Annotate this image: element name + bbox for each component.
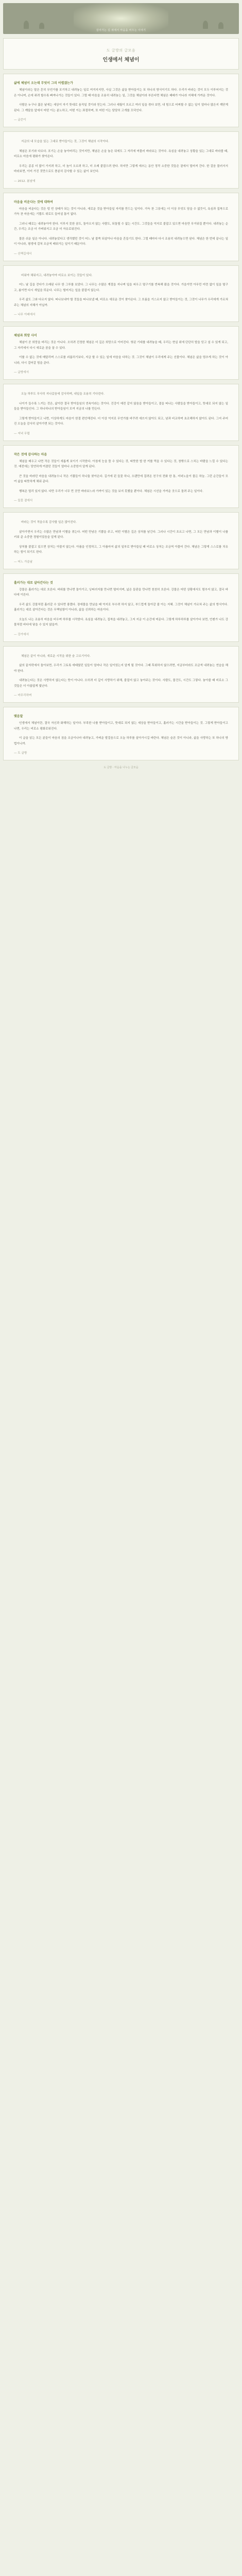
section-signature: — 강가에서 (14, 633, 29, 636)
paragraph: 우리 삶도 강물처럼 흘러갈 수 있다면 좋겠다. 장애물을 만났을 때 억지로 부수려 하지 않고, 부드럽게 돌아갈 줄 아는 지혜. 그것이 체념이 가르쳐 주는 삶의 방식이다. 흘러가는 대로 살아간다는 것은 무책임함이 아니라, 삶을 신뢰하는 마음이다. (14, 603, 228, 612)
paragraph: 오늘도 나는 조용히 마음을 비우며 하루를 시작한다. 욕심을 내려놓고, 집착을 내려놓고, 그저 지금 이 순간에 머문다. 그렇게 하루하루를 살아가다 보면, 언젠가 나도 강물처럼 바다에 닿을 수 있지 않을까. (14, 618, 228, 626)
section-signature: — 산책길에서 (14, 252, 32, 256)
content-section (3, 707, 239, 760)
paragraph: 이 글을 읽는 모든 분들이 마음의 짐을 조금이나마 내려놓고, 가벼운 발걸음으로 오늘 하루를 살아가시길 바란다. 체념은 슬픈 것이 아니라, 삶을 사랑하는 또 하나의 방법이니까. (14, 737, 228, 745)
paragraph: 우리는 종종 더 많이 가지려 하고, 더 높이 오르려 하고, 더 오래 붙잡으려 한다. 하지만 그렇게 애쓰는 동안 정작 소중한 것들은 곁에서 멀어져 간다. 한 걸음 물러서서 바라보면, 이미 가진 것만으로도 충분히 감사할 수 있는 삶이 보인다. (14, 164, 228, 173)
section-heading: 흘러가는 대로 살아간다는 것 (14, 581, 53, 585)
post-category[interactable]: 도 글방의 글모음 (106, 48, 136, 53)
section-signature: — 어느 가을날 (14, 560, 33, 564)
section-heading: 맺음말 (14, 715, 23, 718)
content-section (3, 193, 239, 261)
paragraph: 상처를 붙잡고 있으면 상처는 아물지 않는다. 아픔을 인정하고, 그 아픔마저 삶의 일부로 받아들일 때 비로소 상처는 조금씩 아물어 간다. 체념은 그렇게 스스로를 치유하는 힘이 되기도 한다. (14, 545, 228, 554)
paragraph: 내려놓는다는 것은 사랑하지 않는다는 뜻이 아니다. 오히려 더 깊이 사랑하기 위해, 붙잡지 않고 놓아주는 것이다. 사람도, 물건도, 시간도 그렇다. 놓아줄 때 비로소 그것들은 더 아름답게 빛난다. (14, 679, 228, 688)
paragraph: 사람은 누구나 젊은 날에는 세상이 자기 뜻대로 움직일 것이라 믿는다. 그러나 세월이 흐르고 여러 일을 겪다 보면, 내 힘으로 어찌할 수 없는 일이 얼마나 많은지 깨닫게 된다. 그 깨달음 앞에서 어떤 이는 분노하고, 어떤 이는 좌절하며, 또 어떤 이는 담담히 고개를 끄덕인다. (14, 104, 228, 112)
header-banner (3, 3, 239, 34)
section-heading: 체념과 희망 사이 (14, 334, 37, 337)
section-heading: 마음을 비운다는 것에 대하여 (14, 200, 53, 204)
content-section (3, 512, 239, 569)
paragraph: 체념을 배우고 나면 작은 것들이 새롭게 보이기 시작한다. 아침에 눈을 뜰 수 있다는 것, 따뜻한 밥 한 끼를 먹을 수 있다는 것, 창밖으로 스치는 바람을 느낄 수 있다는 것. 예전에는 당연하게 여겼던 것들이 얼마나 소중한지 알게 된다. (14, 460, 228, 468)
section-signature: — 2012. 봄날에 (14, 179, 36, 183)
section-quote: 오늘 하루도 무사히 지나갔음에 감사하며, 내일을 조용히 기다린다. (21, 393, 105, 396)
section-signature: — 글방에서 (14, 371, 29, 374)
section-signature: — 마무리하며 (14, 694, 32, 697)
section-quote: 바라는 것이 적을수록 감사할 일은 많아진다. (21, 521, 77, 524)
content-section (3, 265, 239, 323)
paragraph: 인생에서 체념이란, 결국 자신과 화해하는 일이다. 부족한 나를 받아들이고, 뜻대로 되지 않는 세상을 받아들이고, 흘러가는 시간을 받아들이는 것. 그렇게 받아들이고 나면, 우리는 비로소 평화로워진다. (14, 722, 228, 731)
section-quote: 체념은 끝이 아니라, 새로운 시작을 위한 숨 고르기이다. (21, 654, 91, 658)
paragraph: 행복은 멀리 있지 않다. 다만 우리가 너무 먼 곳만 바라보느라 가까이 있는 것을 보지 못했을 뿐이다. 체념은 시선을 가까운 곳으로 돌려 주는 일이다. (19, 489, 203, 493)
section-quote: 지금의 내 모습을 있는 그대로 받아들이는 것, 그것이 체념의 시작이다. (21, 140, 109, 143)
page-title: 인생에서 체념이 (102, 57, 140, 63)
paragraph: 이룰 수 없는 것에 매달리며 스스로를 괴롭히기보다, 지금 할 수 있는 일에 마음을 다하는 것. 그것이 체념이 우리에게 주는 선물이다. 체념은 삶을 멈추게 하는 것이 아니라, 다시 걸어갈 힘을 준다. (14, 356, 228, 365)
section-signature: — 도 글방 (14, 752, 27, 755)
content-section (3, 384, 239, 441)
banner-tree-icon (24, 21, 29, 29)
content-section (3, 646, 239, 703)
paragraph: 어느 날 길을 걷다가 오래된 나무 한 그루를 보았다. 그 나무는 수많은 계절을 지나며 잎을 피우고 떨구기를 반복해 왔을 것이다. 가을이면 아무런 미련 없이 잎을 떨구고, 봄이면 다시 새잎을 틔운다. 나무는 떨어지는 잎을 붙잡지 않는다. (14, 283, 228, 292)
section-signature: — 들꽃 곁에서 (14, 499, 33, 502)
footer: 도 글방 · 마음을 나누는 글모음 (103, 766, 139, 769)
paragraph: 그러니 때로는 내려놓아야 한다. 이루지 못한 꿈도, 돌아오지 않는 사람도, 되돌릴 수 없는 시간도. 그것들을 억지로 붙잡고 있으면 마음만 무거워질 뿐이다. 내려놓는 순간, 우리는 조금 더 가벼워지고 조금 더 자유로워진다. (14, 222, 228, 231)
paragraph: 그렇게 받아들이고 나면, 이상하게도 마음이 한결 편안해진다. 더 이상 억지로 무언가를 바꾸려 애쓰지 않아도 되고, 남과 비교하며 초조해하지 않아도 된다. 그저 주어진 오늘을 감사히 살아가면 되는 것이다. (14, 417, 228, 426)
paragraph: 큰 것을 바라던 마음을 내려놓으니 작은 기쁨들이 하나둘 찾아온다. 길가에 핀 들꽃 하나, 오랜만에 걸려온 친구의 전화 한 통, 저녁노을이 물든 하늘. 그런 순간들이 모여 삶을 따뜻하게 채워 준다. (14, 474, 228, 483)
page (0, 0, 242, 776)
content-section (3, 326, 239, 380)
paragraph: 살아가면서 우리는 수많은 만남과 이별을 겪는다. 어떤 만남은 기쁨을 주고, 어떤 이별은 깊은 상처를 남긴다. 그러나 시간이 흐르고 나면, 그 모든 만남과 이별이 나를 키워 준 소중한 경험이었음을 알게 된다. (14, 530, 228, 539)
paragraph: 물론 쉬운 일은 아니다. 내려놓았다고 생각했던 것이 어느 날 불쑥 되살아나 마음을 흔들기도 한다. 그럴 때마다 다시 조용히 내려놓으면 된다. 체념은 한 번에 끝나는 일이 아니라, 평생에 걸쳐 조금씩 배워가는 일이기 때문이다. (14, 237, 228, 246)
section-signature: — 저녁 무렵 (14, 432, 30, 435)
section-heading: 작은 것에 감사하는 마음 (14, 452, 47, 456)
section-quote: 비워야 채워지고, 내려놓아야 비로소 보이는 것들이 있다. (21, 274, 93, 277)
post-body (3, 74, 239, 760)
section-signature: — 나무 아래에서 (14, 313, 36, 316)
paragraph: 체념이 곧 희망을 버리는 것은 아니다. 오히려 진정한 체념은 더 깊은 희망으로 이어진다. 헛된 기대를 내려놓을 때, 우리는 현실 위에 단단히 발을 딛고 설 수 있게 되고, 그 자리에서 다시 새로운 꿈을 꿀 수 있다. (14, 341, 228, 350)
section-heading: 삶에 체념이 오는데 무엇이 그리 어렵겠는가 (14, 81, 73, 85)
paragraph: 체념은 포기와 다르다. 포기는 손을 놓아버리는 것이지만, 체념은 손을 놓은 뒤에도 그 자리에 머물러 바라보는 것이다. 욕심을 내려놓고 상황을 있는 그대로 바라볼 때, 비로소 마음에 평화가 찾아온다. (14, 149, 228, 158)
paragraph: 마음을 비운다는 것은 텅 빈 상태가 되는 것이 아니라, 새로운 것을 받아들일 자리를 만드는 일이다. 가득 찬 그릇에는 더 이상 무엇도 담을 수 없듯이, 욕심과 집착으로 가득 찬 마음에는 기쁨도 위로도 들어설 틈이 없다. (14, 207, 228, 216)
banner-tree-icon (203, 21, 208, 29)
content-section (3, 74, 239, 127)
paragraph: 강물은 흘러가는 대로 흐른다. 바위를 만나면 돌아가고, 낭떠러지를 만나면 떨어지며, 넓은 들판을 만나면 천천히 흐른다. 강물은 어떤 상황에서도 멈추지 않고, 결국 바다에 이른다. (14, 588, 228, 597)
banner-caption: 걸어가는 길 위에서 마음을 비우는 이야기 (96, 29, 146, 32)
section-signature: — 글쓴이 (14, 118, 26, 122)
paragraph: 나이가 들수록 느끼는 것은, 삶이란 결국 받아들임의 연속이라는 것이다. 건강이 예전 같지 않음을 받아들이고, 곁을 떠나는 사람들을 받아들이고, 뜻대로 되지 않는 일들을 받아들인다. 그 하나하나의 받아들임이 모여 지금의 나를 만든다. (14, 402, 228, 411)
content-section (3, 445, 239, 509)
post-header (3, 38, 239, 70)
content-section (3, 131, 239, 189)
paragraph: 체념이라는 말은 흔히 무언가를 포기하고 내려놓는 일로 여겨지지만, 사실 그것은 삶을 받아들이는 또 하나의 방식이기도 하다. 우리가 바라는 것이 모두 이루어지는 것은 아니며, 손에 쥐려 할수록 빠져나가는 것들이 있다. 그럴 때 마음을 조용히 내려놓는 일, 그것을 체념이라 부른다면 체념은 패배가 아니라 지혜에 가까운 것이다. (14, 89, 228, 97)
paragraph: 우리 삶도 그와 다르지 않다. 떠나보내야 할 것들을 떠나보낼 때, 비로소 새로운 것이 찾아온다. 그 흐름을 거스르지 않고 받아들이는 것, 그것이 나무가 우리에게 가르쳐 주는 체념의 지혜가 아닐까. (14, 298, 228, 307)
content-section (3, 573, 239, 642)
paragraph: 삶의 끝자락에서 돌아보면, 우리가 그토록 애태웠던 일들이 얼마나 작은 일이었는지 알게 될 것이다. 그때 후회하지 않으려면, 지금부터라도 조금씩 내려놓는 연습을 해야 한다. (14, 664, 228, 673)
